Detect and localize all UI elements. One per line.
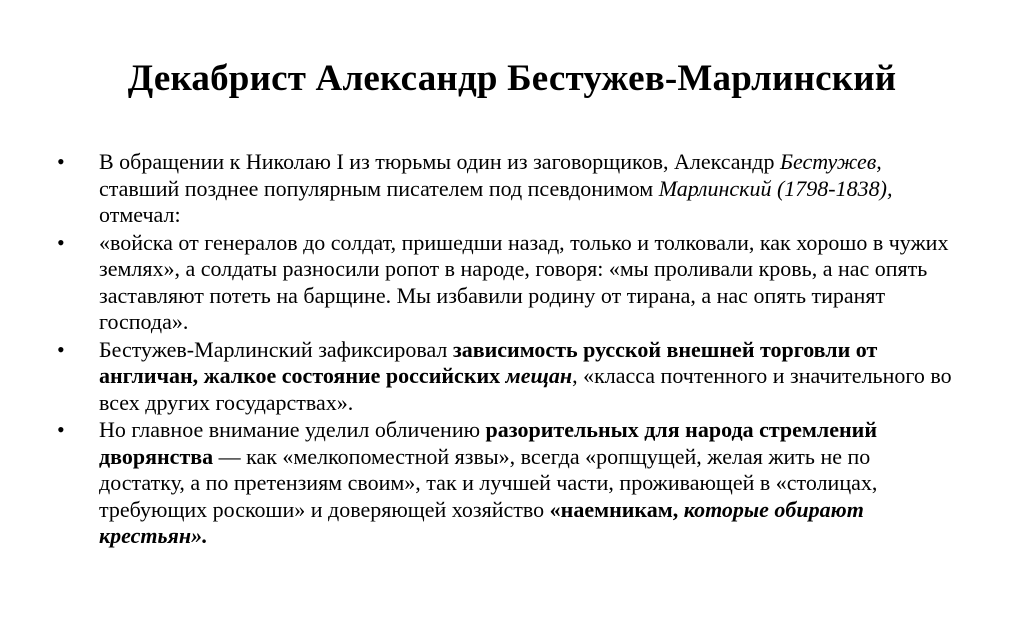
bullet-item <box>57 149 957 229</box>
bullet-dot-icon: • <box>57 336 65 362</box>
bullet-text <box>99 230 957 336</box>
bullet-dot-icon: • <box>57 149 65 174</box>
text-segment: отмечал: <box>99 202 181 227</box>
slide-title: Декабрист Александр Бестужев-Марлинский <box>127 58 897 99</box>
bullet-text <box>99 417 957 550</box>
text-segment-bold: разорительных для народа стремлений дворянства <box>99 417 878 469</box>
text-segment: Бестужев-Марлинский зафиксировал <box>99 336 453 362</box>
bullet-item <box>57 230 957 336</box>
text-segment-italic: Марлинский (1798-1838), <box>658 175 893 201</box>
text-segment-bold: зависимость русской внешней торговли от англичан, жалкое состояние российских <box>99 336 878 388</box>
bullet-list <box>57 149 957 551</box>
text-segment: ставший позднее популярным писателем под псевдонимом <box>99 175 659 201</box>
bullet-text <box>99 149 957 229</box>
bullet-text <box>99 337 957 417</box>
text-segment: «войска от генералов до солдат, пришедши назад, только и толковали, как хорошо в чужих землях», а солдаты разносили ропот в народе, говоря: «мы проливали кровь, а нас опять заставляют потеть на барщине. Мы избавили родину от тирана, а нас опять тиранят господа». <box>99 229 949 334</box>
text-segment: В обращении к Николаю I из тюрьмы один из заговорщиков, Александр <box>99 149 780 174</box>
text-segment: , «класса почтенного и значительного во всех других государствах». <box>99 363 952 415</box>
bullet-item <box>57 417 957 550</box>
bullet-dot-icon: • <box>57 417 65 442</box>
text-segment-bold-italic: которые обирают крестьян». <box>99 496 864 548</box>
text-segment-bold-italic: мещан <box>505 363 573 388</box>
bullet-dot-icon: • <box>57 229 65 255</box>
bullet-item <box>57 337 957 417</box>
text-segment-italic: Бестужев, <box>780 149 882 174</box>
text-segment-bold: «наемникам, <box>549 496 684 522</box>
text-segment: Но главное внимание уделил обличению <box>99 417 486 442</box>
text-segment: — как «мелкопоместной язвы», всегда «ропщущей, желая жить не по достатку, а по претензиям своим», так и лучшей части, проживающей в «столицах, требующих роскоши» и доверяющей хозяйство <box>99 443 878 522</box>
